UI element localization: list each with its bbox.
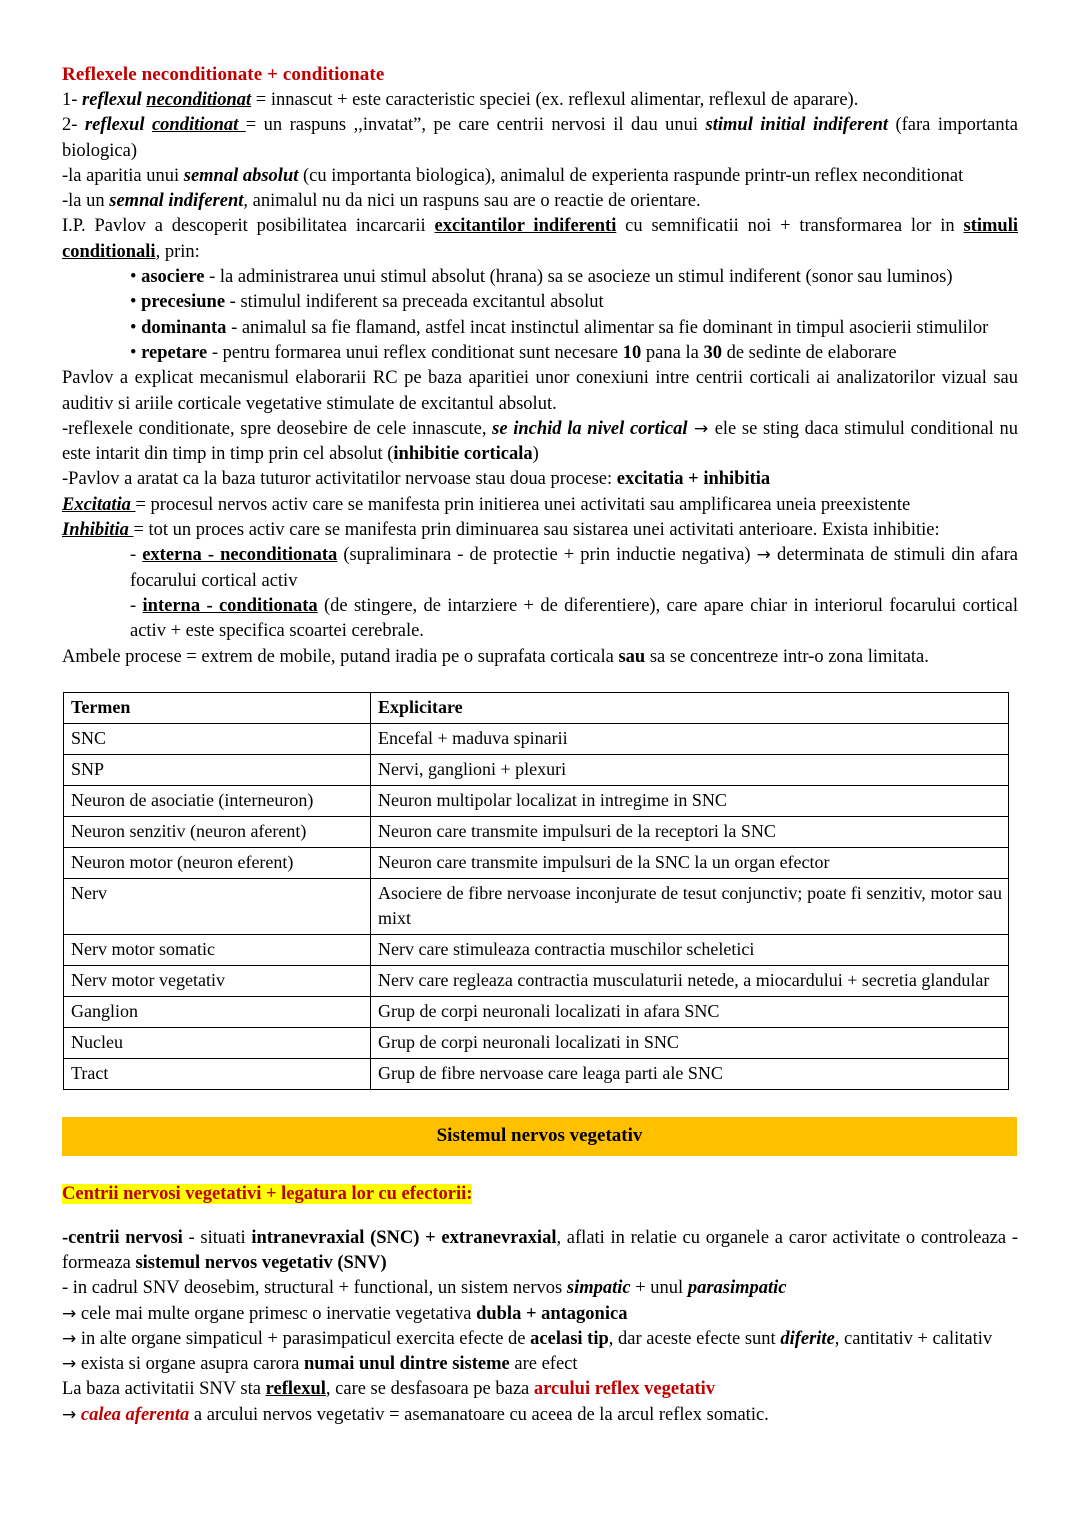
list-number-1: 1- <box>62 90 83 110</box>
term-interna-conditionata: interna - conditionata <box>142 595 318 616</box>
text-s1-d: , aflati in relatie cu organele a caror activitate o controleaza - formeaza <box>62 1227 1019 1273</box>
bullet-dominanta <box>62 316 1018 341</box>
text-b4-rest-a: - pentru formarea unui reflex conditionat sunt necesare <box>207 342 623 363</box>
term-reflexul-1: reflexul <box>82 90 147 110</box>
text-l10-b: = tot un proces activ care se manifesta prin diminuarea sau sistarea unei activitati anterioare. Exista inhibitie: <box>133 520 940 541</box>
term-repetare: repetare <box>141 342 208 363</box>
text-l5-a: I.P. Pavlov a descoperit posibilitatea incarcarii <box>62 216 435 237</box>
cell-termen: Neuron senzitiv (neuron aferent) <box>64 816 371 847</box>
text-l11-c: sa se concentreze intr-o zona limitata. <box>645 646 929 667</box>
cell-termen: Nerv motor vegetativ <box>64 965 371 996</box>
cell-termen: Nerv motor somatic <box>64 934 371 965</box>
table-row <box>64 996 1009 1027</box>
paragraph-semnal-absolut <box>62 164 1018 189</box>
text-s2-a: - in cadrul SNV deosebim, structural + functional, un sistem nervos <box>62 1278 567 1299</box>
paragraph-calea-aferenta <box>62 1403 1018 1428</box>
term-asociere: asociere <box>141 267 205 288</box>
term-semnal-indiferent: semnal indiferent <box>109 191 244 212</box>
text-l2-rest-a: = un raspuns ,,invatat”, pe care centrii nervosi il dau unui <box>245 115 706 136</box>
text-l5-c: cu semnificatii noi + transformarea lor in <box>616 216 964 237</box>
table-row <box>64 934 1009 965</box>
text-l4-c: , animalul nu da nici un raspuns sau are o reactie de orientare. <box>243 191 701 212</box>
table-row <box>64 965 1009 996</box>
table-row <box>64 785 1009 816</box>
term-arcului-reflex-vegetativ: arcului reflex vegetativ <box>533 1379 716 1400</box>
term-se-inchid-nivel-cortical: se inchid la nivel cortical <box>492 418 688 439</box>
text-s4-e: , cantitativ + calitativ <box>834 1328 993 1349</box>
cell-explicitare: Nerv care stimuleaza contractia muschilor scheletici <box>371 934 1009 965</box>
term-calea-aferenta: calea aferenta <box>80 1404 190 1425</box>
table-header-row <box>64 692 1009 723</box>
text-b3-rest: - animalul sa fie flamand, astfel incat instinctul alimentar sa fie dominant in timpul asocierii stimulilor <box>226 317 989 338</box>
paragraph-ambele-procese <box>62 645 1018 670</box>
term-stimuli-conditionali: stimuli conditionali <box>62 216 1018 262</box>
paragraph-acelasi-tip <box>62 1327 1018 1352</box>
text-l4-a: -la un <box>62 191 110 212</box>
terms-table <box>63 692 1009 1090</box>
text-d1-rest-a: (supraliminara - de protectie + prin inductie negativa) <box>337 545 757 566</box>
value-max-sedinte: 30 <box>703 342 722 363</box>
cell-termen: Nerv <box>64 878 371 934</box>
term-semnal-absolut: semnal absolut <box>183 165 299 186</box>
right-arrow-icon: → <box>62 1328 77 1349</box>
text-s6-c: , care se desfasoara pe baza <box>325 1379 534 1400</box>
cell-termen: Ganglion <box>64 996 371 1027</box>
term-centrii-nervosi: -centrii nervosi <box>62 1227 183 1248</box>
right-arrow-icon: → <box>62 1303 77 1324</box>
list-number-2: 2- <box>62 115 85 136</box>
bullet-repetare <box>62 341 1018 366</box>
right-arrow-icon: → <box>687 418 715 439</box>
term-externa-neconditionata: externa - neconditionata <box>142 545 338 566</box>
table-row <box>64 754 1009 785</box>
text-l8-a: -Pavlov a aratat ca la baza tuturor activitatilor nervoase stau doua procese: <box>62 469 617 490</box>
cell-termen: Nucleu <box>64 1027 371 1058</box>
paragraph-pavlov-mecanism: Pavlov a explicat mecanismul elaborarii RC pe baza aparitiei unor conexiuni intre centrii corticali ai analizatorilor vizual sau auditiv si ariile corticale vegetative stimulate de excitantul absolut. <box>62 368 1018 414</box>
term-numai-unul-dintre-sisteme: numai unul dintre sisteme <box>303 1354 510 1375</box>
term-excitantilor-indiferenti: excitantilor indiferenti <box>434 216 617 237</box>
term-sistemul-nervos-vegetativ: sistemul nervos vegetativ (SNV) <box>135 1252 387 1273</box>
paragraph-excitatia <box>62 493 1018 518</box>
section-heading-text: Centrii nervosi vegetativi + legatura lor cu efectorii: <box>62 1183 473 1204</box>
term-excitatia-inhibitia: excitatia + inhibitia <box>616 469 771 490</box>
term-diferite: diferite <box>780 1328 835 1349</box>
cell-explicitare: Encefal + maduva spinarii <box>371 723 1009 754</box>
term-simpatic: simpatic <box>566 1278 631 1299</box>
text-s6-a: La baza activitatii SNV sta <box>62 1379 266 1400</box>
term-stimul-initial-indiferent: stimul initial indiferent <box>705 115 889 136</box>
table-row <box>64 723 1009 754</box>
text-l7-a: -reflexele conditionate, spre deosebire de cele innascute, <box>62 418 493 439</box>
text-l9-b: = procesul nervos activ care se manifesta prin initierea unei activitati sau amplificarea uneia preexistente <box>135 494 911 515</box>
term-parasimpatic: parasimpatic <box>687 1278 787 1299</box>
text-s5-c: are efect <box>509 1354 578 1375</box>
right-arrow-icon: → <box>62 1354 77 1375</box>
cell-explicitare: Neuron care transmite impulsuri de la receptori la SNC <box>371 816 1009 847</box>
term-reflexul: reflexul <box>265 1379 326 1400</box>
text-s4-c: , dar aceste efecte sunt <box>608 1328 781 1349</box>
page-title: Reflexele neconditionate + conditionate <box>62 64 385 85</box>
term-neconditionat: neconditionat <box>146 90 252 110</box>
paragraph-pavlov-descoperit <box>62 214 1018 265</box>
term-precesiune: precesiune <box>141 292 226 313</box>
paragraph-reflex-neconditionat <box>62 88 1018 113</box>
text-d2-rest: (de stingere, de intarziere + de diferentiere), care apare chiar in interiorul focarului cortical activ + este specifica scoartei cerebrale. <box>130 595 1018 642</box>
paragraph-numai-unul <box>62 1352 1018 1377</box>
dash-glyph-icon: - <box>130 595 143 616</box>
right-arrow-icon: → <box>756 545 771 566</box>
paragraph-doua-procese <box>62 467 1018 492</box>
text-l2-rest-b: (fara importanta biologica) <box>62 115 1018 161</box>
dash-interna-conditionata <box>62 594 1018 645</box>
term-reflexul-2: reflexul <box>84 115 152 136</box>
term-dominanta: dominanta <box>141 317 227 338</box>
text-s1-b: - situati <box>182 1227 252 1248</box>
text-l3-a: -la aparitia unui <box>62 165 184 186</box>
section-heading-centrii-nervosi <box>62 1182 1018 1207</box>
text-l3-c: (cu importanta biologica), animalul de experienta raspunde printr-un reflex neconditionat <box>298 165 964 186</box>
bullet-glyph-icon: • <box>130 317 142 338</box>
paragraph-simpatic-parasimpatic <box>62 1276 1018 1301</box>
text-s3-a: cele mai multe organe primesc o inervatie vegetativa <box>76 1303 477 1324</box>
right-arrow-icon: → <box>62 1404 77 1425</box>
bullet-glyph-icon: • <box>130 342 142 363</box>
text-b4-rest-c: de sedinte de elaborare <box>721 342 897 363</box>
text-s7-c: a arcului nervos vegetativ = asemanatoare cu aceea de la arcul reflex somatic. <box>189 1404 769 1425</box>
table-row <box>64 878 1009 934</box>
cell-explicitare: Neuron multipolar localizat in intregime in SNC <box>371 785 1009 816</box>
table-row <box>64 816 1009 847</box>
bullet-asociere <box>62 265 1018 290</box>
cell-explicitare: Neuron care transmite impulsuri de la SNC la un organ efector <box>371 847 1009 878</box>
bullet-glyph-icon: • <box>130 292 142 313</box>
dash-externa-neconditionata <box>62 543 1018 594</box>
column-header-explicitare: Explicitare <box>371 692 1009 723</box>
bullet-precesiune <box>62 290 1018 315</box>
paragraph-semnal-indiferent <box>62 189 1018 214</box>
table-row <box>64 1027 1009 1058</box>
paragraph-reflex-conditionat <box>62 113 1018 164</box>
cell-explicitare: Grup de corpi neuronali localizati in afara SNC <box>371 996 1009 1027</box>
term-dubla-antagonica: dubla + antagonica <box>476 1303 628 1324</box>
text-s2-c: + unul <box>630 1278 688 1299</box>
paragraph-inhibitia <box>62 518 1018 543</box>
cell-termen: Tract <box>64 1058 371 1089</box>
text-b1-rest: - la administrarea unui stimul absolut (hrana) sa se asocieze un stimul indiferent (sonor sau luminos) <box>204 267 953 288</box>
paragraph-inervatie-dubla <box>62 1302 1018 1327</box>
cell-termen: SNP <box>64 754 371 785</box>
text-l11-a: Ambele procese = extrem de mobile, putand iradia pe o suprafata corticala <box>62 646 619 667</box>
cell-explicitare: Nervi, ganglioni + plexuri <box>371 754 1009 785</box>
text-l7-c: ele se sting daca stimulul conditional nu este intarit din timp in timp prin cel absolut ( <box>62 418 1018 465</box>
text-s4-a: in alte organe simpaticul + parasimpaticul exercita efecte de <box>76 1328 531 1349</box>
cell-termen: SNC <box>64 723 371 754</box>
cell-termen: Neuron motor (neuron eferent) <box>64 847 371 878</box>
cell-explicitare: Nerv care regleaza contractia musculaturii netede, a miocardului + secretia glandular <box>371 965 1009 996</box>
table-row <box>64 1058 1009 1089</box>
table-row <box>64 847 1009 878</box>
text-b2-rest: - stimulul indiferent sa preceada excitantul absolut <box>225 292 604 313</box>
cell-explicitare: Asociere de fibre nervoase inconjurate de tesut conjunctiv; poate fi senzitiv, motor sau mixt <box>371 878 1009 934</box>
text-l7-e: ) <box>532 444 539 465</box>
term-inhibitia: Inhibitia <box>62 520 134 541</box>
text-b4-rest-b: pana la <box>641 342 704 363</box>
term-sau: sau <box>618 646 646 667</box>
column-header-termen: Termen <box>64 692 371 723</box>
term-acelasi-tip: acelasi tip <box>530 1328 609 1349</box>
term-inhibitie-corticala: inhibitie corticala <box>393 444 533 465</box>
text-l1-rest: = innascut + este caracteristic speciei (ex. reflexul alimentar, reflexul de aparare). <box>251 90 859 110</box>
term-conditionat: conditionat <box>151 115 246 136</box>
cell-explicitare: Grup de corpi neuronali localizati in SNC <box>371 1027 1009 1058</box>
paragraph-reflexe-conditionate <box>62 417 1018 468</box>
dash-glyph-icon: - <box>130 545 143 566</box>
text-l5-e: , prin: <box>155 241 200 262</box>
cell-termen: Neuron de asociatie (interneuron) <box>64 785 371 816</box>
text-s5-a: exista si organe asupra carora <box>76 1354 304 1375</box>
term-excitatia: Excitatia <box>62 494 136 515</box>
paragraph-baza-activitatii <box>62 1377 1018 1402</box>
bullet-glyph-icon: • <box>130 267 142 288</box>
value-min-sedinte: 10 <box>622 342 642 363</box>
paragraph-centrii-nervosi <box>62 1226 1018 1277</box>
section-banner-sistemul-nervos-vegetativ: Sistemul nervos vegetativ <box>62 1117 1017 1156</box>
term-intranevraxial-extranevraxial: intranevraxial (SNC) + extranevraxial <box>251 1227 557 1248</box>
text-d1-rest-b: determinata de stimuli din afara focarului cortical activ <box>130 545 1018 591</box>
cell-explicitare: Grup de fibre nervoase care leaga parti ale SNC <box>371 1058 1009 1089</box>
